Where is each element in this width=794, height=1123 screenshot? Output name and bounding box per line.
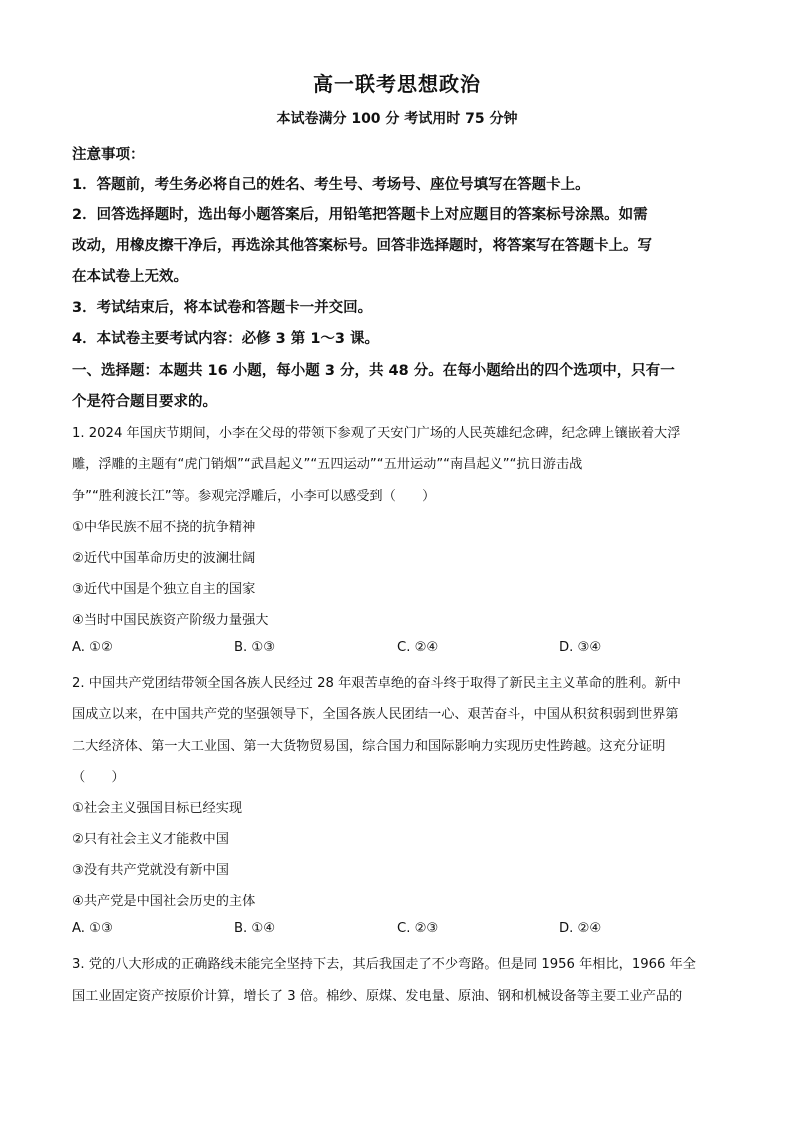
question-1-stem: 雕，浮雕的主题有“虎门销烟”“武昌起义”“五四运动”“五卅运动”“南昌起义”“抗日游击战 [72,457,583,472]
question-2-stem: 国成立以来，在中国共产党的坚强领导下，全国各族人民团结一心、艰苦奋斗，中国从积贫积弱到世界第 [72,707,679,722]
note-line: 在本试卷上无效。 [72,269,188,285]
question-1-item: ②近代中国革命历史的波澜壮阔 [72,551,256,566]
section-heading: 一、选择题：本题共 16 小题，每小题 3 分，共 48 分。在每小题给出的四个选项中，只有一 [72,363,675,379]
exam-info: 本试卷满分 100 分 考试用时 75 分钟 [276,111,518,127]
option-b[interactable]: B. ①④ [234,921,276,936]
question-2-stem: （ ） [72,770,125,785]
note-line: 改动，用橡皮擦干净后，再选涂其他答案标号。回答非选择题时，将答案写在答题卡上。写 [72,238,652,254]
option-d[interactable]: D. ③④ [559,640,602,655]
question-3-stem: 国工业固定资产按原价计算，增长了 3 倍。棉纱、原煤、发电量、原油、钢和机械设备等主要工业产品的 [72,989,683,1004]
option-c[interactable]: C. ②③ [397,921,439,936]
question-2-stem: 二大经济体、第一大工业国、第一大货物贸易国，综合国力和国际影响力实现历史性跨越。这充分证明 [72,739,666,754]
question-2-item: ③没有共产党就没有新中国 [72,863,229,878]
note-line: 1．答题前，考生务必将自己的姓名、考生号、考场号、座位号填写在答题卡上。 [72,177,590,193]
question-3-stem: 3. 党的八大形成的正确路线未能完全坚持下去，其后我国走了不少弯路。但是同 1956 年相比，1966 年全 [72,957,696,972]
question-1-item: ④当时中国民族资产阶级力量强大 [72,613,269,628]
question-2-item: ④共产党是中国社会历史的主体 [72,894,256,909]
option-a[interactable]: A. ①③ [72,921,113,936]
question-1-stem: 争”“胜利渡长江”等。参观完浮雕后，小李可以感受到（ ） [72,489,436,504]
note-line: 4．本试卷主要考试内容：必修 3 第 1～3 课。 [72,331,380,347]
option-d[interactable]: D. ②④ [559,921,602,936]
question-2-item: ②只有社会主义才能救中国 [72,832,229,847]
question-2-stem: 2. 中国共产党团结带领全国各族人民经过 28 年艰苦卓绝的奋斗终于取得了新民主主义革命的胜利。新中 [72,676,681,691]
option-a[interactable]: A. ①② [72,640,113,655]
note-line: 3．考试结束后，将本试卷和答题卡一并交回。 [72,300,373,316]
question-1-item: ①中华民族不屈不挠的抗争精神 [72,520,256,535]
question-1-stem: 1. 2024 年国庆节期间，小李在父母的带领下参观了天安门广场的人民英雄纪念碑，纪念碑上镶嵌着大浮 [72,426,681,441]
option-b[interactable]: B. ①③ [234,640,276,655]
notes-heading: 注意事项： [72,147,145,163]
question-1-item: ③近代中国是个独立自主的国家 [72,582,256,597]
note-line: 2．回答选择题时，选出每小题答案后，用铅笔把答题卡上对应题目的答案标号涂黑。如需 [72,207,648,223]
section-heading: 个是符合题目要求的。 [72,394,217,410]
option-c[interactable]: C. ②④ [397,640,439,655]
question-2-item: ①社会主义强国目标已经实现 [72,801,243,816]
page-title: 高一联考思想政治 [313,72,481,96]
